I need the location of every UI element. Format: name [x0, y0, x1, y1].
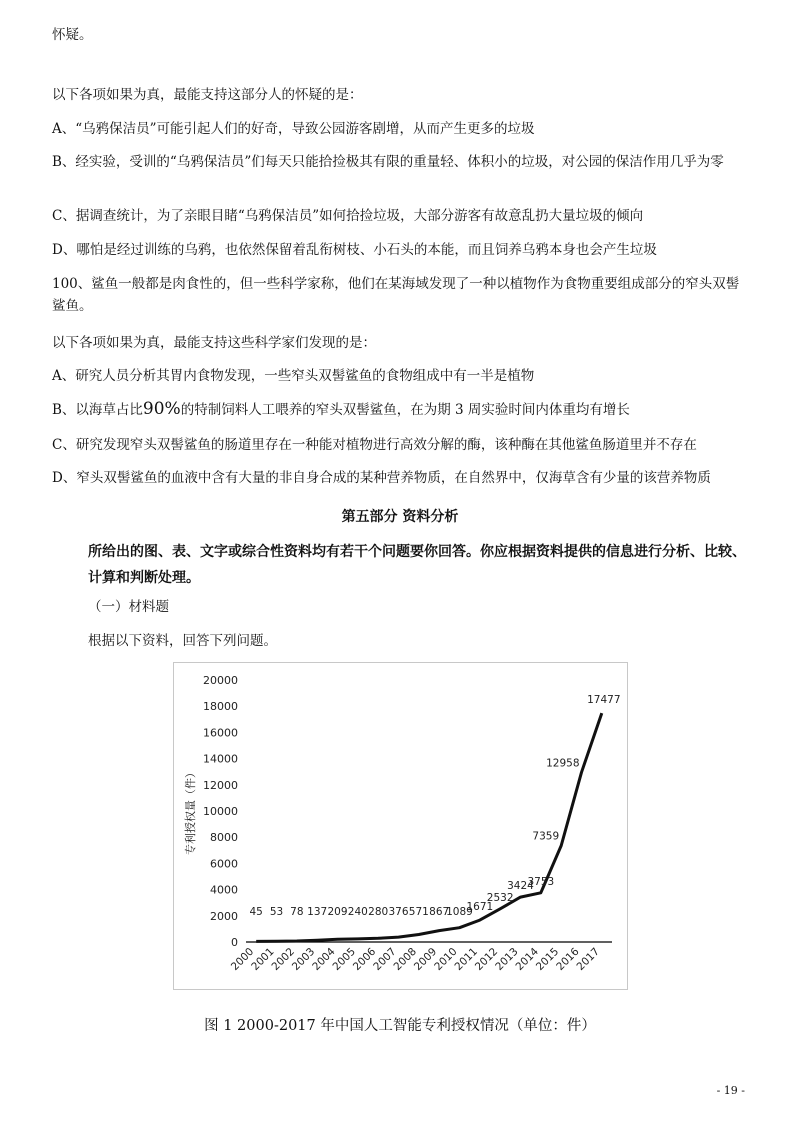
data-label: 240: [347, 906, 368, 918]
question-stem: 以下各项如果为真，最能支持这部分人的怀疑的是：: [52, 87, 363, 103]
data-label: 17477: [587, 694, 621, 707]
data-label: 12958: [546, 757, 580, 770]
y-tick-label: 10000: [203, 805, 238, 818]
x-tick-label: 2016: [554, 945, 582, 974]
question-stem: 以下各项如果为真，最能支持这些科学家们发现的是：: [52, 335, 376, 351]
material-prompt: 根据以下资料，回答下列问题。: [88, 633, 277, 649]
x-tick-label: 2008: [391, 945, 419, 974]
data-label: 2532: [486, 891, 514, 904]
data-label: 571: [408, 906, 429, 918]
data-label: 1089: [446, 906, 473, 918]
question-100: 100、鲨鱼一般都是肉食性的，但一些科学家称，他们在某海域发现了一种以植物作为食物重要组成部分的窄头双髻鲨鱼。: [52, 276, 740, 314]
x-tick-label: 2000: [228, 945, 257, 974]
x-tick-label: 2005: [330, 945, 358, 974]
data-label: 376: [388, 906, 409, 918]
option-b-part: B、以海草占比: [52, 402, 143, 418]
x-tick-label: 2006: [350, 945, 379, 974]
section-instructions: 所给出的图、表、文字或综合性资料均有若干个问题要你回答。你应根据资料提供的信息进行分析、比较、计算和判断处理。: [88, 544, 746, 586]
x-tick-label: 2017: [574, 945, 602, 974]
option-d: D、窄头双髻鲨鱼的血液中含有大量的非自身合成的某种营养物质，在自然界中，仅海草含有少量的该营养物质: [52, 470, 711, 486]
patent-line-chart: [173, 662, 628, 990]
data-label: 3424: [507, 880, 534, 893]
option-b-part: 的特制饲料人工喂养的窄头双髻鲨鱼，在为期 3 周实验时间内体重均有增长: [180, 402, 630, 418]
option-b: [52, 398, 752, 421]
x-tick-label: 2013: [493, 945, 521, 974]
x-tick-label: 2001: [249, 945, 277, 974]
x-tick-label: 2004: [310, 945, 338, 974]
data-label: 209: [327, 906, 348, 918]
y-tick-label: 16000: [203, 726, 238, 740]
y-tick-label: 8000: [210, 831, 238, 845]
x-tick-label: 2003: [289, 945, 318, 974]
y-tick-label: 6000: [210, 857, 238, 871]
data-label: 78: [290, 906, 304, 918]
option-d: D、哪怕是经过训练的乌鸦，也依然保留着乱衔树枝、小石头的本能，而且饲养乌鸦本身也会产生垃圾: [52, 242, 657, 258]
y-tick-label: 4000: [210, 883, 238, 897]
y-axis-label: 专利授权量（件）: [184, 767, 197, 855]
x-tick-label: 2002: [269, 945, 297, 974]
y-tick-label: 12000: [203, 778, 238, 792]
y-tick-label: 20000: [203, 674, 238, 687]
x-tick-label: 2015: [533, 945, 562, 974]
chart-canvas: [174, 663, 627, 989]
data-label: 3753: [527, 875, 555, 888]
data-label: 7359: [532, 830, 560, 843]
option-c: C、研究发现窄头双髻鲨鱼的肠道里存在一种能对植物进行高效分解的酶，该种酶在其他鲨鱼肠道里并不存在: [52, 437, 697, 453]
y-tick-label: 18000: [203, 700, 238, 714]
data-label: 280: [368, 906, 389, 918]
data-label: 867: [429, 906, 450, 918]
figure-caption: 图 1 2000-2017 年中国人工智能专利授权情况（单位：件）: [204, 1018, 596, 1034]
x-tick-label: 2014: [513, 945, 541, 974]
section-title: 第五部分 资料分析: [341, 509, 459, 525]
x-tick-label: 2009: [411, 945, 440, 974]
text-line: 怀疑。: [52, 27, 93, 43]
data-label: 1671: [466, 901, 494, 914]
data-label: 45: [249, 906, 263, 918]
percent-value: 90%: [142, 399, 181, 419]
x-tick-label: 2012: [472, 945, 501, 974]
y-tick-label: 14000: [203, 752, 238, 766]
option-c: C、据调查统计，为了亲眼目睹“乌鸦保洁员”如何拾捡垃圾，大部分游客有故意乱扔大量垃圾的倾向: [52, 208, 644, 224]
x-tick-label: 2010: [432, 945, 460, 974]
data-label: 53: [269, 906, 284, 918]
data-label: 137: [307, 906, 328, 918]
page-number: - 19 -: [716, 1084, 745, 1097]
x-tick-label: 2011: [452, 945, 480, 974]
option-a: A、研究人员分析其胃内食物发现，一些窄头双髻鲨鱼的食物组成中有一半是植物: [52, 368, 535, 384]
subsection-title: （一）材料题: [88, 599, 169, 615]
x-tick-label: 2007: [371, 945, 399, 974]
y-tick-label: 2000: [210, 909, 238, 923]
option-b: B、经实验，受训的“乌鸦保洁员”们每天只能拾捡极其有限的重量轻、体积小的垃圾，对公园的保洁作用几乎为零: [52, 154, 724, 170]
y-tick-label: 0: [231, 936, 238, 949]
option-a: A、“乌鸦保洁员”可能引起人们的好奇，导致公园游客剧增，从而产生更多的垃圾: [52, 121, 535, 137]
